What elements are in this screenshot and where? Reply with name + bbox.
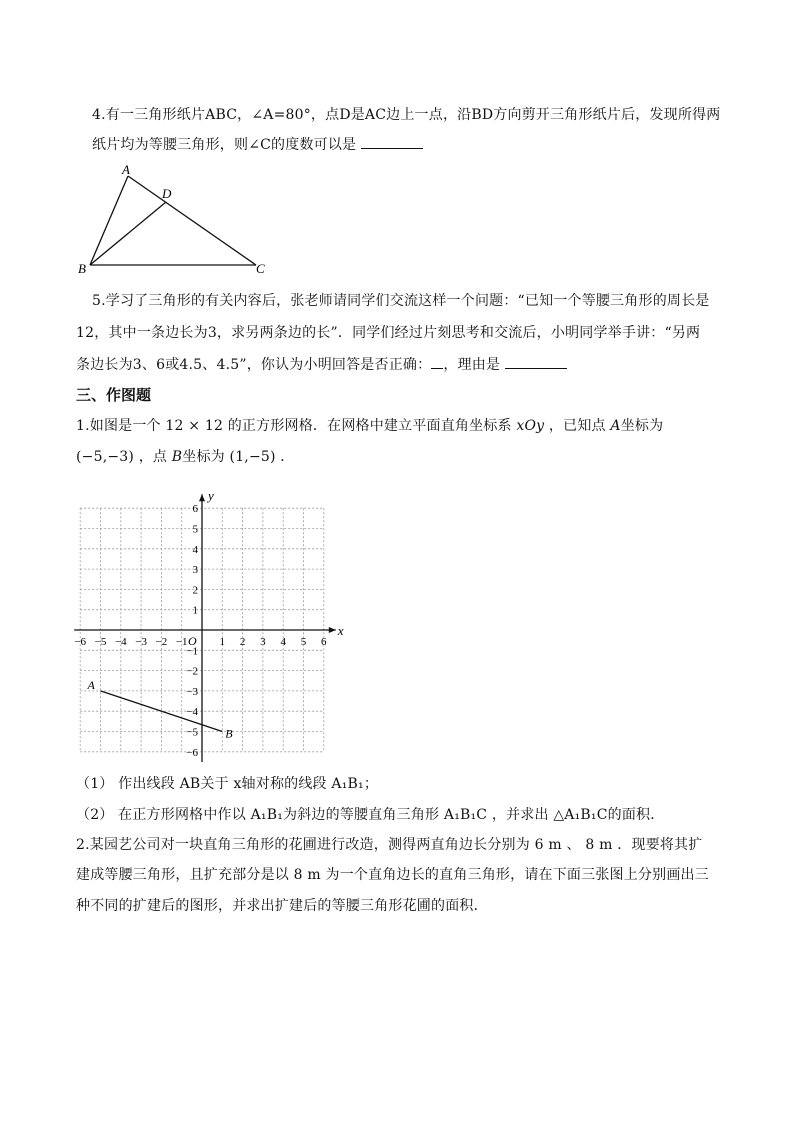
y-tick-label: −3	[186, 685, 198, 698]
p1-a-coordinate: (−5,−3)	[76, 449, 135, 465]
q4-triangle-figure	[76, 160, 276, 278]
p2-text-line3: 种不同的扩建后的图形，并求出扩建后的等腰三角形花圃的面积．	[76, 898, 488, 914]
q5-text-line1: 5.学习了三角形的有关内容后，张老师请同学们交流这样一个问题：“已知一个等腰三角形的周长是	[92, 293, 710, 309]
p1-line2-part-c: ．	[275, 449, 295, 465]
label-a: A	[122, 162, 130, 177]
p2-text-line2: 建成等腰三角形，且扩充部分是以 8 m 为一个直角边长的直角三角形，请在下面三张图上分别画出三	[76, 867, 709, 883]
x-tick-label: 3	[260, 636, 266, 648]
q5-text-line2: 12，其中一条边长为3，求另两条边的长”．同学们经过片刻思考和交流后，小明同学举手讲：“另两	[76, 325, 701, 341]
q5-answer-blank-1	[431, 356, 443, 369]
p2-text-line1: 2.某园艺公司对一块直角三角形的花圃进行改造，测得两直角边长分别为 6 m 、 8 m ．现要将其扩	[76, 837, 703, 853]
q5-text-line3	[76, 354, 567, 374]
segment-ac	[128, 176, 256, 265]
p1-subquestion-2: （2） 在正方形网格中作以 A₁B₁为斜边的等腰直角三角形 A₁B₁C ，并求出 △A₁B₁C的面积．	[76, 807, 665, 823]
q4-text-line2	[92, 134, 423, 154]
y-tick-label: 4	[192, 543, 198, 556]
x-tick-label: 1	[219, 636, 226, 648]
y-tick-label: −1	[186, 645, 198, 658]
point-a-label: A	[87, 677, 95, 692]
q4-text-line2-body: 纸片均为等腰三角形，则∠C的度数可以是	[92, 137, 357, 153]
p1-text-line1	[76, 415, 663, 435]
p1-point-b-name: B	[171, 449, 183, 465]
y-axis-label: y	[208, 488, 214, 504]
p1-point-a-name: A	[610, 418, 621, 434]
section-title: 三、作图题	[76, 386, 152, 404]
y-tick-label: 6	[192, 503, 198, 516]
q5-answer-blank-2	[505, 356, 567, 369]
x-tick-label: −6	[74, 636, 87, 648]
x-tick-label: 6	[321, 636, 327, 648]
q4-text-line1: 4.有一三角形纸片ABC，∠A=80°，点D是AC边上一点，沿BD方向剪开三角形纸片后，发现所得两	[92, 107, 721, 123]
p1-line1-part-c: 坐标为	[620, 418, 664, 434]
y-tick-label: −4	[186, 706, 198, 719]
y-tick-label: 5	[192, 523, 198, 536]
p1-b-coordinate: (1,−5)	[229, 449, 276, 465]
x-axis-arrow	[329, 627, 336, 633]
x-tick-label: −4	[114, 636, 127, 648]
x-tick-label: −5	[94, 636, 107, 648]
y-tick-label: −5	[186, 726, 198, 739]
segment-ab	[90, 176, 128, 265]
p1-text-line2	[76, 446, 295, 466]
x-tick-label: −2	[155, 636, 168, 648]
y-tick-label: −2	[186, 665, 198, 678]
x-tick-label: 5	[300, 636, 307, 648]
origin-label: O	[188, 634, 197, 648]
x-tick-label: 4	[280, 636, 286, 648]
q4-answer-blank	[361, 136, 423, 149]
x-tick-label: −3	[135, 636, 147, 648]
p1-coord-system: xOy	[516, 418, 545, 434]
x-tick-label: −1	[175, 636, 188, 648]
point-b-label: B	[225, 726, 233, 741]
coordinate-grid-figure	[70, 474, 360, 762]
y-tick-label: 3	[192, 564, 198, 577]
y-tick-label: −6	[186, 746, 198, 759]
p1-line2-part-b: 坐标为	[182, 449, 230, 465]
p1-line1-part-a: 1.如图是一个 12 × 12 的正方形网格．在网格中建立平面直角坐标系	[76, 418, 517, 434]
label-c: C	[256, 261, 265, 276]
p1-line2-part-a: ，点	[138, 449, 172, 465]
segment-bd	[90, 202, 166, 265]
y-tick-label: 1	[192, 604, 198, 617]
x-tick-label: 2	[239, 636, 246, 648]
q5-line3-part-a: 条边长为3、6或4.5、4.5”，你认为小明回答是否正确：	[76, 357, 432, 373]
p1-subquestion-1: （1） 作出线段 AB关于 x轴对称的线段 A₁B₁；	[76, 776, 379, 792]
y-axis-arrow	[199, 494, 205, 501]
y-tick-label: 2	[192, 584, 198, 597]
label-b: B	[78, 261, 86, 276]
p1-line1-part-b: ，已知点	[544, 418, 611, 434]
q5-line3-part-b: ，理由是	[443, 357, 501, 373]
label-d: D	[162, 186, 172, 201]
x-axis-label: x	[337, 623, 344, 638]
